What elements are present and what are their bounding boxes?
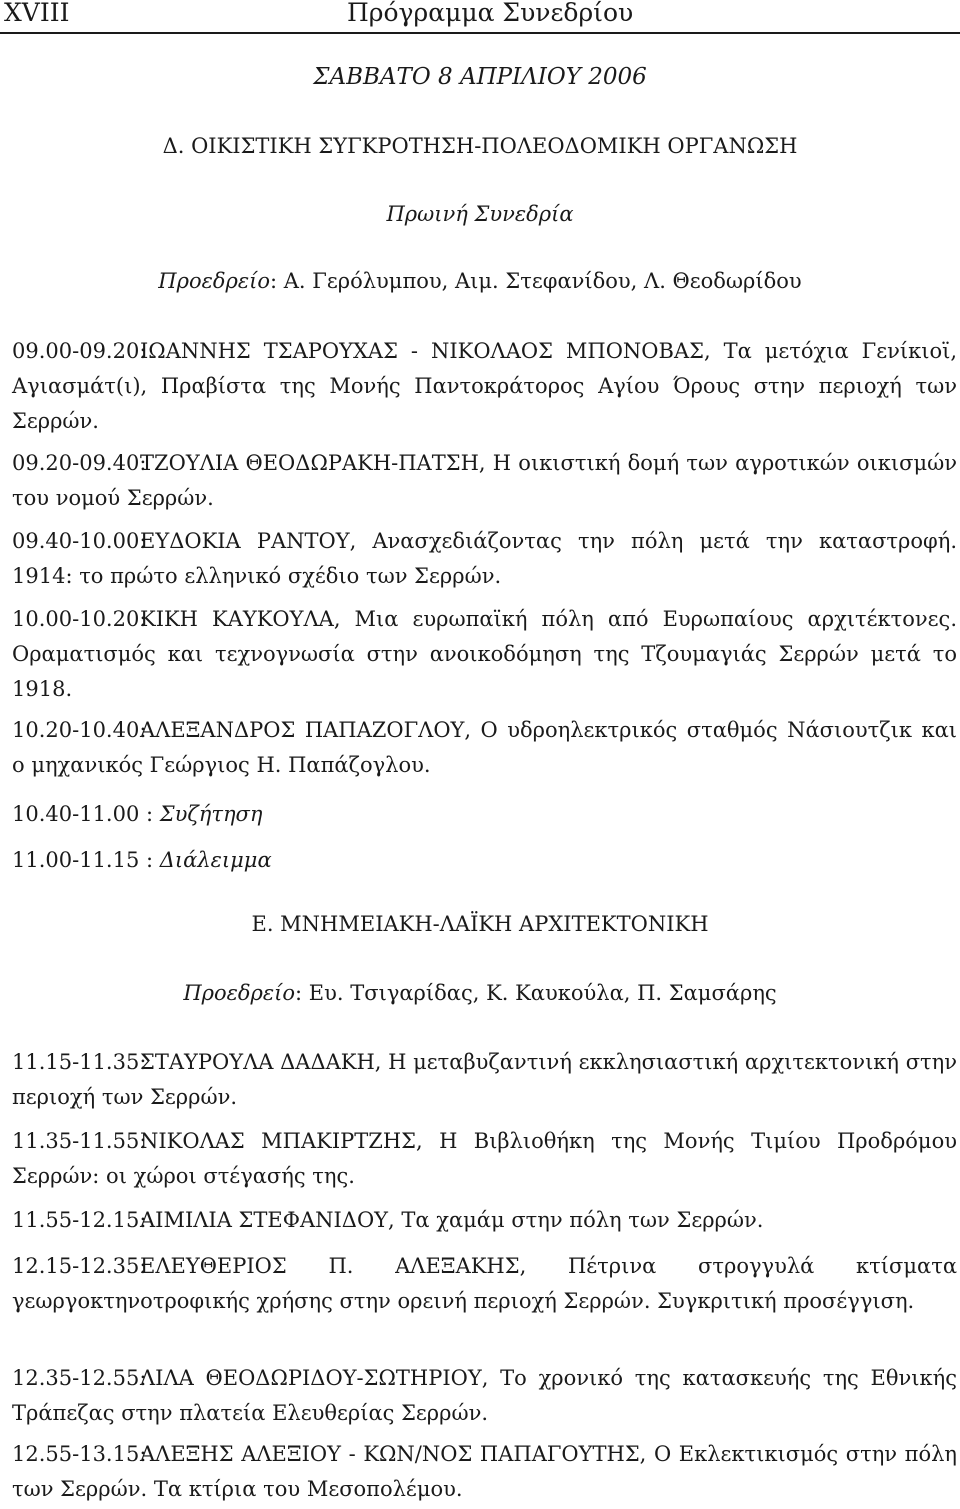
running-title: Πρόγραμμα Συνεδρίου [347,0,634,27]
talk-time: 09.40-10.00: [12,529,147,553]
talk-time: 11.15-11.35: [12,1050,147,1074]
session-heading: Πρωινή Συνεδρία [386,202,574,226]
talk-text: ΣΤΑΥΡΟΥΛΑ ΔΑΔΑΚΗ, Η μεταβυζαντινή εκκλησιαστική αρχιτεκτονική στην περιοχή των Σερρών. [12,1050,957,1109]
talk-text: ΑΛΕΞΗΣ ΑΛΕΞΙΟΥ - ΚΩΝ/ΝΟΣ ΠΑΠΑΓΟΥΤΗΣ, Ο Εκλεκτικισμός στην πόλη των Σερρών. Τα κτίρια του Μεσοπολέμου. [12,1442,957,1501]
page-header [0,0,960,34]
discussion-time: 10.40-11.00 : [12,802,160,826]
talk-text: ΑΙΜΙΛΙΑ ΣΤΕΦΑΝΙΔΟΥ, Τα χαμάμ στην πόλη των Σερρών. [140,1208,764,1232]
talk-entry [12,334,957,439]
talk-text: ΑΛΕΞΑΝΔΡΟΣ ΠΑΠΑΖΟΓΛΟΥ, Ο υδροηλεκτρικός σταθμός Νάσιουτζικ και ο μηχανικός Γεώργιος Η. Παπάζογλου. [12,718,957,777]
talk-time: 11.35-11.55: [12,1129,147,1153]
talk-entry [12,1361,957,1431]
talk-text: ΙΩΑΝΝΗΣ ΤΣΑΡΟΥΧΑΣ - ΝΙΚΟΛΑΟΣ ΜΠΟΝΟΒΑΣ, Τα μετόχια Γενίκιοϊ, Αγιασμάτ(ι), Πραβίστα της Μονής Παντοκράτορος Αγίου Όρους στην περιοχή των Σερρών. [12,339,957,433]
section-d-title: Δ. ΟΙΚΙΣΤΙΚΗ ΣΥΓΚΡΟΤΗΣΗ-ΠΟΛΕΟΔΟΜΙΚΗ ΟΡΓΑΝΩΣΗ [162,134,798,158]
talk-entry [12,713,957,783]
talk-entry [12,1203,957,1238]
header-rule [0,32,960,34]
talk-time: 11.55-12.15: [12,1208,147,1232]
break-label: Διάλειμμα [159,848,272,872]
day-heading: ΣΑΒΒΑΤΟ 8 ΑΠΡΙΛΙΟΥ 2006 [313,64,647,90]
chair-names: : Ευ. Τσιγαρίδας, Κ. Καυκούλα, Π. Σαμσάρης [295,981,777,1005]
talk-time: 12.35-12.55: [12,1366,147,1390]
discussion-label: Συζήτηση [159,802,263,826]
talk-text: ΚΙΚΗ ΚΑΥΚΟΥΛΑ, Μια ευρωπαϊκή πόλη από Ευρωπαίους αρχιτέκτονες. Οραματισμός και τεχνογνωσία στην ανοικοδόμηση της Τζουμαγιάς Σερρών μετά το 1918. [12,607,957,701]
talk-time: 12.55-13.15: [12,1442,147,1466]
talk-text: ΕΥΔΟΚΙΑ ΡΑΝΤΟΥ, Ανασχεδιάζοντας την πόλη μετά την καταστροφή. 1914: το πρώτο ελληνικό σχέδιο των Σερρών. [12,529,957,588]
talk-entry [12,1124,957,1194]
break-time: 11.00-11.15 : [12,848,160,872]
chair-names: : Α. Γερόλυμπου, Αιμ. Στεφανίδου, Λ. Θεοδωρίδου [270,269,802,293]
section-d-chairs [0,269,960,293]
discussion-line [12,797,262,832]
break-line [12,843,272,878]
talk-entry [12,1249,957,1319]
talk-text: ΝΙΚΟΛΑΣ ΜΠΑΚΙΡΤΖΗΣ, Η Βιβλιοθήκη της Μονής Τιμίου Προδρόμου Σερρών: οι χώροι στέγασής της. [12,1129,957,1188]
talk-time: 10.20-10.40: [12,718,147,742]
talk-time: 10.00-10.20: [12,607,147,631]
chair-label: Προεδρείο [183,981,296,1005]
section-e-chairs [0,981,960,1005]
chair-label: Προεδρείο [158,269,271,293]
talk-entry [12,1045,957,1115]
talk-text: ΕΛΕΥΘΕΡΙΟΣ Π. ΑΛΕΞΑΚΗΣ, Πέτρινα στρογγυλά κτίσματα γεωργοκτηνοτροφικής χρήσης στην ορεινή περιοχή Σερρών. Συγκριτική προσέγγιση. [12,1254,957,1313]
talk-text: ΤΖΟΥΛΙΑ ΘΕΟΔΩΡΑΚΗ-ΠΑΤΣΗ, Η οικιστική δομή των αγροτικών οικισμών του νομού Σερρών. [12,451,957,510]
talk-text: ΛΙΛΑ ΘΕΟΔΩΡΙΔΟΥ-ΣΩΤΗΡΙΟΥ, Το χρονικό της κατασκευής της Εθνικής Τράπεζας στην πλατεία Ελευθερίας Σερρών. [12,1366,957,1425]
talk-entry [12,1437,957,1507]
talk-entry [12,602,957,707]
talk-entry [12,524,957,594]
talk-time: 09.20-09.40: [12,451,147,475]
talk-time: 09.00-09.20: [12,339,147,363]
section-e-title: Ε. ΜΝΗΜΕΙΑΚΗ-ΛΑΪΚΗ ΑΡΧΙΤΕΚΤΟΝΙΚΗ [251,912,709,936]
page-number: XVIII [4,0,70,27]
talk-time: 12.15-12.35: [12,1254,147,1278]
talk-entry [12,446,957,516]
